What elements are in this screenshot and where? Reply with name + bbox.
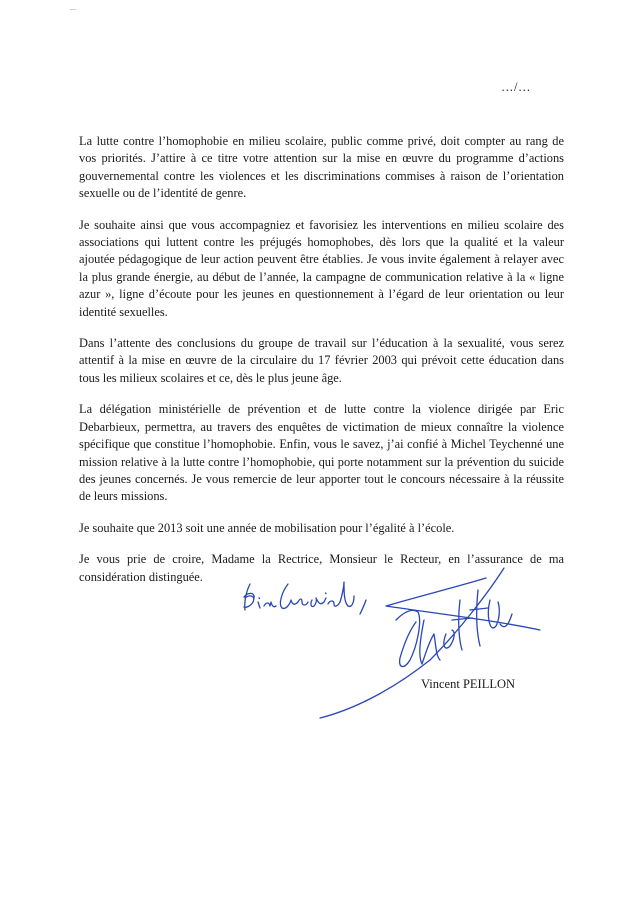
paragraph-mobilisation-2013: Je souhaite que 2013 soit une année de mobilisation pour l’égalité à l’école. [79, 520, 455, 535]
paragraph-ministerial-delegation: La délégation ministérielle de prévention et de lutte contre la violence dirigée par Eric Debarbieux, permettra, au travers des enquêtes de victimation de mieux connaître la violence spécifique que constitue l’homophobie. Enfin, vous le savez, j’ai confié à Michel Teychenné une mission relative à la lutte contre l’homophobie, qui porte notamment sur la prévention du suicide des jeunes concernés. Je vous remercie de leur apporter tout le concours nécessaire à la réussite de leurs missions. [79, 402, 564, 504]
signature [300, 560, 590, 720]
paragraph-homophobia-priority: La lutte contre l’homophobie en milieu scolaire, public comme privé, doit compter au rang de vos priorités. J’attire à ce titre votre attention sur la mise en œuvre du programme d’actions gouvernemental contre les violences et les discriminations commises à raison de l’orientation sexuelle ou de l’identité de genre. [79, 134, 564, 201]
signer-name: Vincent PEILLON [421, 677, 516, 691]
paragraph-sexuality-education: Dans l’attente des conclusions du groupe de travail sur l’éducation à la sexualité, vous serez attentif à la mise en œuvre de la circulaire du 17 février 2003 qui prévoit cette éducation dans tous les milieux scolaires et ce, dès le plus jeune âge. [79, 336, 564, 385]
letter-body [79, 133, 564, 586]
closing-formula: Je vous prie de croire, Madame la Rectrice, Monsieur le Recteur, en l’assurance de ma considération distinguée. [79, 552, 564, 584]
continuation-mark: …/… [501, 80, 531, 94]
paragraph-associations: Je souhaite ainsi que vous accompagniez et favorisiez les interventions en milieu scolaire des associations qui luttent contre les préjugés homophobes, dès lors que la qualité et la valeur ajoutée pédagogique de leur action peuvent être établies. Je vous invite également à relayer avec la plus grande énergie, au début de l’année, la campagne de communication relative à la « ligne azur », ligne d’écoute pour les jeunes en questionnement à l’égard de leur orientation ou leur identité sexuelles. [79, 217, 564, 319]
top-edge-mark [70, 9, 76, 10]
